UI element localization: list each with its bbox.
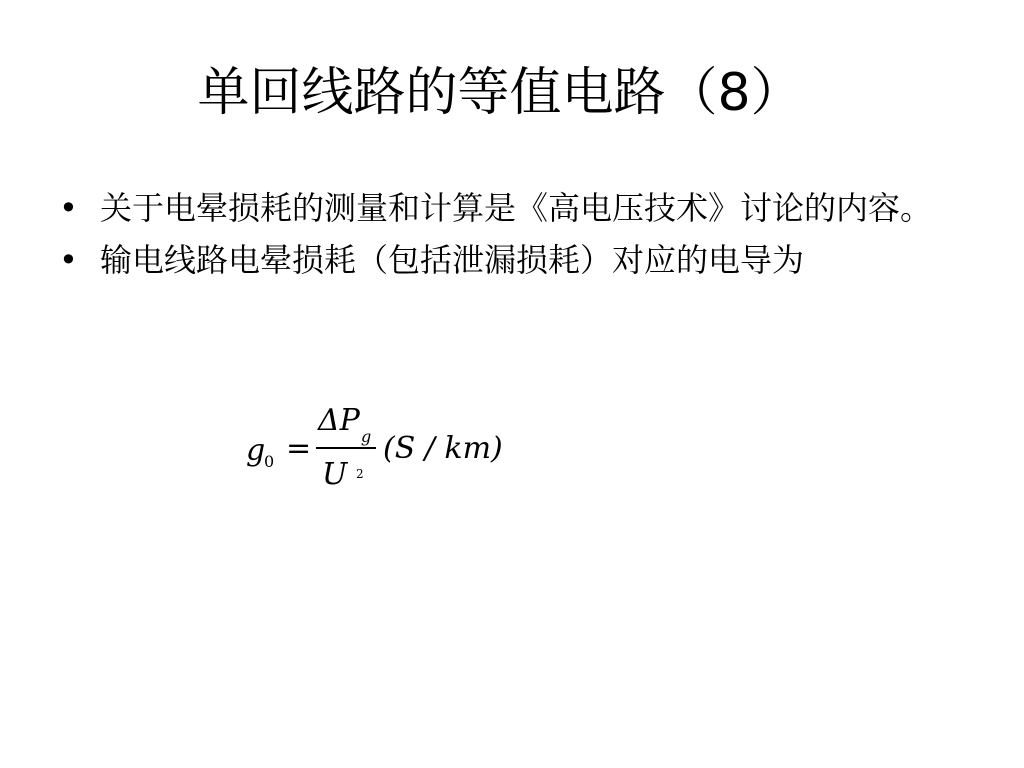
- bullet-marker: •: [59, 241, 78, 279]
- bullet-item: [55, 235, 955, 285]
- formula-numerator-subscript: g: [361, 427, 372, 446]
- formula-unit: (S / km): [383, 431, 503, 466]
- formula-denominator: U: [322, 457, 348, 492]
- bullet-item: [55, 183, 955, 233]
- fraction-bar: [316, 447, 376, 449]
- bullet-marker: •: [59, 189, 78, 227]
- slide-title: 单回线路的等值电路（8）: [197, 63, 803, 123]
- formula-numerator: ΔP: [318, 403, 360, 438]
- formula-equals: =: [286, 431, 312, 466]
- formula-lhs-subscript: 0: [264, 452, 275, 471]
- formula-lhs: g: [246, 433, 266, 468]
- conductance-formula: [246, 400, 526, 500]
- bullet-text: 输电线路电晕损耗（包括泄漏损耗）对应的电导为: [100, 241, 805, 279]
- bullet-text: 关于电晕损耗的测量和计算是《高电压技术》讨论的内容。: [100, 189, 933, 227]
- formula-denominator-superscript: 2: [356, 467, 364, 481]
- bullet-list: [55, 183, 955, 287]
